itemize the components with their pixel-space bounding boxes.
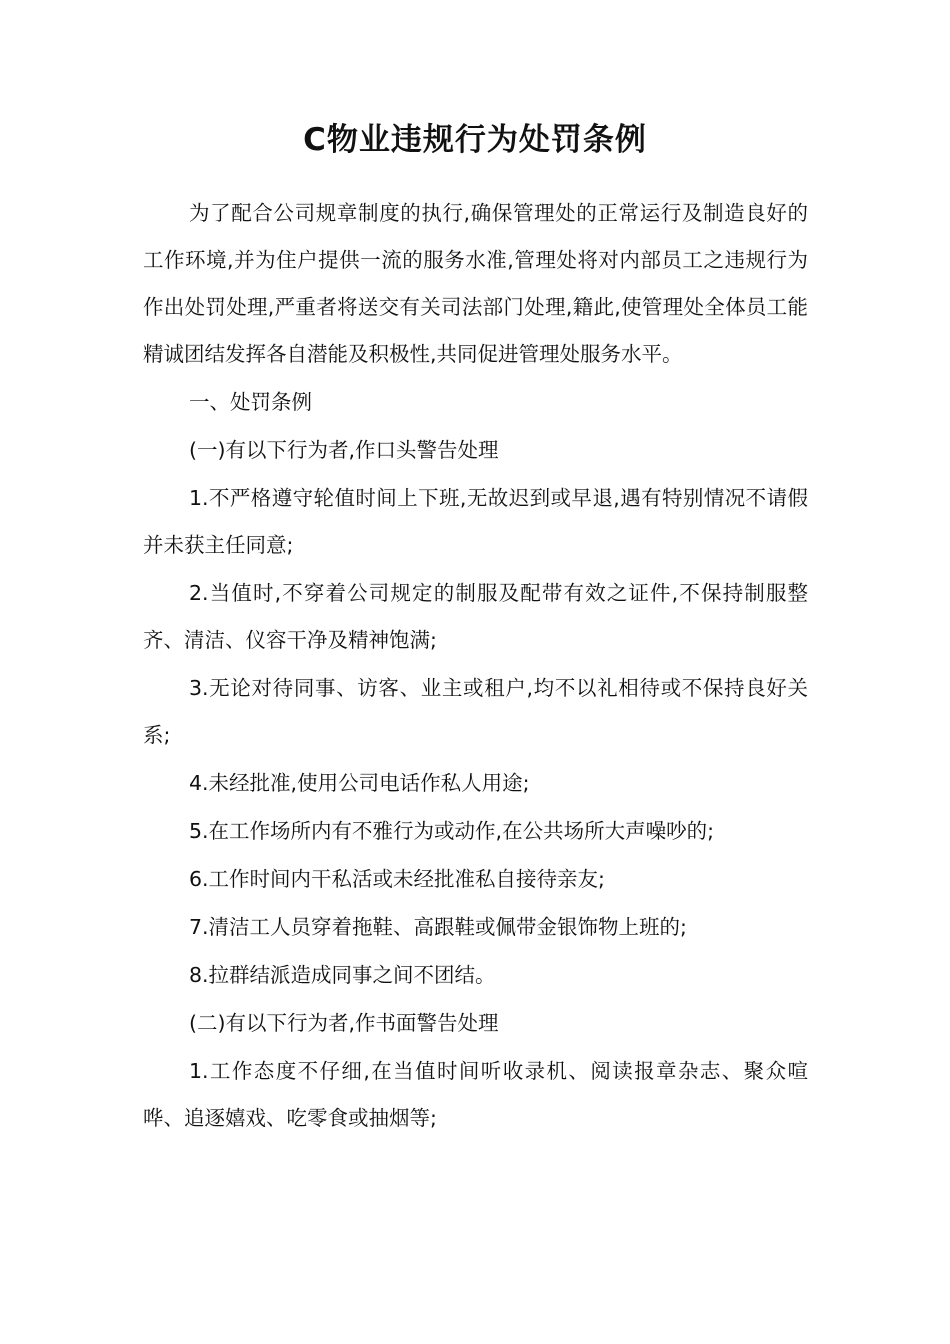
list-item: 7.清洁工人员穿着拖鞋、高跟鞋或佩带金银饰物上班的; [189, 915, 687, 939]
list-item: 1.不严格遵守轮值时间上下班,无故迟到或早退,遇有特别情况不请假并未获主任同意; [143, 486, 808, 557]
list-item: 8.拉群结派造成同事之间不团结。 [189, 963, 496, 987]
document-title: C物业违规行为处罚条例 [303, 122, 647, 158]
document-body [143, 190, 808, 1143]
list-item: 3.无论对待同事、访客、业主或租户,均不以礼相待或不保持良好关系; [143, 676, 808, 747]
list-item: 5.在工作场所内有不雅行为或动作,在公共场所大声噪吵的; [189, 819, 714, 843]
list-item: 6.工作时间内干私活或未经批准私自接待亲友; [189, 867, 605, 891]
intro-paragraph: 为了配合公司规章制度的执行,确保管理处的正常运行及制造良好的工作环境,并为住户提供一流的服务水准,管理处将对内部员工之违规行为作出处罚处理,严重者将送交有关司法部门处理,籍此,使管理处全体员工能精诚团结发挥各自潜能及积极性,共同促进管理处服务水平。 [143, 201, 808, 366]
list-item: 2.当值时,不穿着公司规定的制服及配带有效之证件,不保持制服整齐、清洁、仪容干净及精神饱满; [143, 581, 808, 652]
section-heading-penalties: 一、处罚条例 [189, 390, 312, 414]
subsection-heading-verbal-warning: (一)有以下行为者,作口头警告处理 [189, 438, 499, 462]
list-item: 4.未经批准,使用公司电话作私人用途; [189, 771, 530, 795]
subsection-heading-written-warning: (二)有以下行为者,作书面警告处理 [189, 1011, 499, 1035]
list-item: 1.工作态度不仔细,在当值时间听收录机、阅读报章杂志、聚众喧哗、追逐嬉戏、吃零食或抽烟等; [143, 1059, 808, 1130]
